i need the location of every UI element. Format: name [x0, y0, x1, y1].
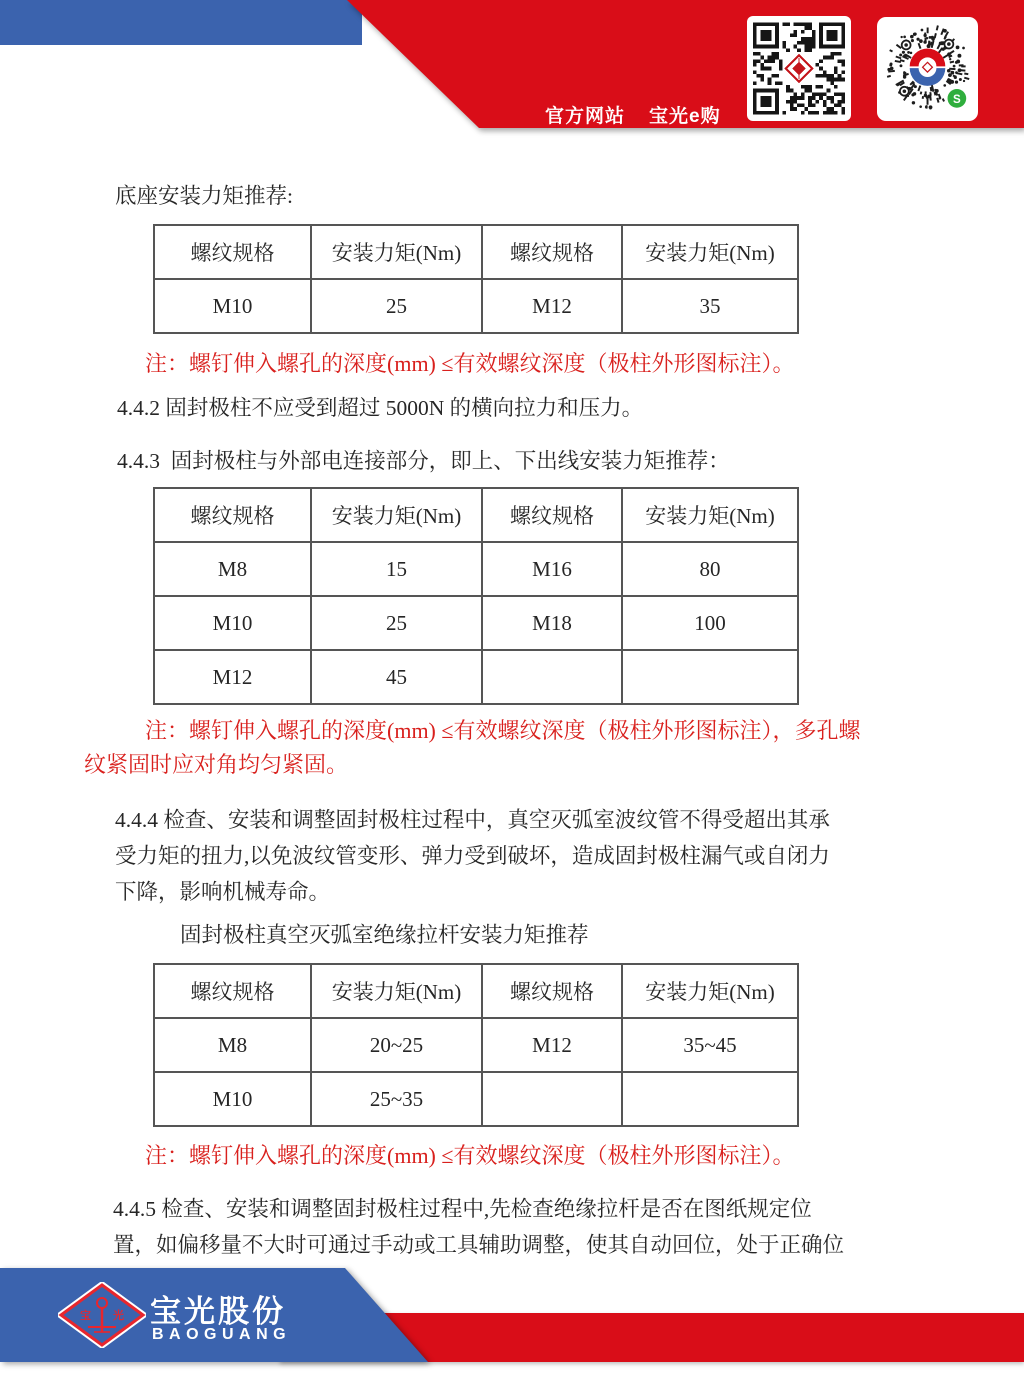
- table-cell: 100: [622, 596, 798, 650]
- text-line: 下降，影响机械寿命。: [115, 880, 331, 904]
- footer-company-name-en: BAOGUANG: [152, 1326, 292, 1343]
- table-cell: M10: [154, 1072, 311, 1126]
- table-cell: M10: [154, 596, 311, 650]
- table-cell: 45: [311, 650, 482, 704]
- section-4-4-2: 4.4.2 固封极柱不应受到超过 5000N 的横向拉力和压力。: [117, 396, 644, 420]
- table-cell: 15: [311, 542, 482, 596]
- table-header-cell: 螺纹规格: [482, 964, 622, 1018]
- torque-table: [153, 963, 799, 1127]
- svg-text:光: 光: [113, 1310, 124, 1322]
- table-cell: M16: [482, 542, 622, 596]
- text-line: 4.4.5 检查、安装和调整固封极柱过程中,先检查绝缘拉杆是否在图纸规定位: [113, 1197, 812, 1221]
- table-cell: 35: [622, 279, 798, 333]
- website-qr-code: [747, 16, 851, 121]
- header-red-shape: [0, 0, 1024, 130]
- table-cell: M8: [154, 1018, 311, 1072]
- table-cell: [482, 1072, 622, 1126]
- table-header-cell: 螺纹规格: [154, 488, 311, 542]
- table-header-cell: 螺纹规格: [154, 225, 311, 279]
- table-cell: [482, 650, 622, 704]
- baoguang-diamond-logo-icon: [58, 1282, 146, 1348]
- table-cell: M18: [482, 596, 622, 650]
- table-cell: [622, 1072, 798, 1126]
- table-cell: M8: [154, 542, 311, 596]
- note-after-table1: 注：螺钉伸入螺孔的深度(mm) ≤有效螺纹深度（极柱外形图标注）。: [145, 351, 795, 376]
- table-header-cell: 安装力矩(Nm): [311, 225, 482, 279]
- table-cell: 25: [311, 279, 482, 333]
- table-cell: 25~35: [311, 1072, 482, 1126]
- intro-line: 底座安装力矩推荐:: [115, 184, 293, 208]
- table-header-cell: 安装力矩(Nm): [311, 488, 482, 542]
- table-cell: 25: [311, 596, 482, 650]
- table-cell: 80: [622, 542, 798, 596]
- table-cell: [622, 650, 798, 704]
- table-header-cell: 螺纹规格: [482, 488, 622, 542]
- base-torque-table: [153, 224, 799, 334]
- footer-company-name-cn: 宝光股份: [150, 1294, 286, 1329]
- text-line: 纹紧固时应对角均匀紧固。: [84, 752, 349, 777]
- eshop-mini-program-code: [877, 17, 978, 121]
- qr-code-icon: [753, 22, 845, 115]
- table-cell: M12: [482, 279, 622, 333]
- table-header-cell: 螺纹规格: [154, 964, 311, 1018]
- pull-rod-torque-table: [153, 963, 799, 1127]
- table-header-cell: 安装力矩(Nm): [311, 964, 482, 1018]
- svg-text:S: S: [953, 93, 961, 106]
- table-cell: M10: [154, 279, 311, 333]
- text-line: 受力矩的扭力,以免波纹管变形、弹力受到破坏，造成固封极柱漏气或自闭力: [115, 844, 830, 868]
- note-after-table3: 注：螺钉伸入螺孔的深度(mm) ≤有效螺纹深度（极柱外形图标注）。: [145, 1143, 795, 1168]
- table-cell: 20~25: [311, 1018, 482, 1072]
- text-line: 4.4.4 检查、安装和调整固封极柱过程中，真空灭弧室波纹管不得受超出其承: [115, 808, 830, 832]
- section-4-4-5: [113, 1191, 973, 1263]
- table-cell: 35~45: [622, 1018, 798, 1072]
- table-header-cell: 安装力矩(Nm): [622, 225, 798, 279]
- table-header-cell: 安装力矩(Nm): [622, 488, 798, 542]
- section-4-4-3: 4.4.3 固封极柱与外部电连接部分，即上、下出线安装力矩推荐：: [117, 449, 730, 473]
- baoguang-eshop-label: 宝光e购: [649, 106, 721, 127]
- section-4-4-4: [115, 802, 965, 910]
- mini-program-code-icon: [883, 23, 972, 115]
- table-header-cell: 安装力矩(Nm): [622, 964, 798, 1018]
- official-website-label: 官方网站: [545, 106, 626, 127]
- table-cell: M12: [154, 650, 311, 704]
- pull-rod-subtitle: 固封极柱真空灭弧室绝缘拉杆安装力矩推荐: [180, 923, 589, 947]
- header-red-banner: [0, 0, 1024, 140]
- svg-text:宝: 宝: [80, 1310, 91, 1322]
- torque-table: [153, 487, 799, 705]
- terminal-torque-table: [153, 487, 799, 705]
- text-line: 注：螺钉伸入螺孔的深度(mm) ≤有效螺纹深度（极柱外形图标注），多孔螺: [145, 718, 861, 743]
- table-header-cell: 螺纹规格: [482, 225, 622, 279]
- table-cell: M12: [482, 1018, 622, 1072]
- note-after-table2: [84, 714, 994, 782]
- text-line: 置，如偏移量不大时可通过手动或工具辅助调整，使其自动回位，处于正确位: [113, 1233, 845, 1257]
- torque-table: [153, 224, 799, 334]
